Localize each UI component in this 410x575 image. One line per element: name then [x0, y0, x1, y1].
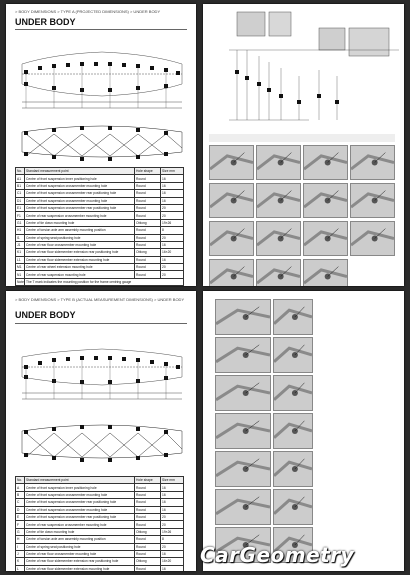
reference-photo: [350, 145, 395, 180]
table-cell: B: [16, 491, 25, 498]
reference-photo: [256, 183, 301, 218]
table-cell: B1: [16, 182, 25, 189]
table-row: [16, 264, 184, 271]
table-header-row: [16, 477, 184, 484]
reference-photo: [303, 259, 348, 286]
table-cell: 20: [161, 212, 184, 219]
reference-photo: [215, 489, 271, 525]
table-cell: Centre of torsion axle arm assembly mounting position: [25, 536, 135, 543]
manual-page-3: [6, 291, 196, 571]
table-cell: K1: [16, 249, 25, 256]
table-cell: I: [16, 543, 25, 550]
table-cell: 16: [161, 491, 184, 498]
table-cell: 20: [161, 513, 184, 520]
table-row: [16, 204, 184, 211]
table-cell: 16: [161, 499, 184, 506]
table-cell: Centre of front suspension inner positioning hole: [25, 484, 135, 491]
table-cell: 16: [161, 256, 184, 263]
table-cell: N1: [16, 271, 25, 278]
table-cell: Centre of tie down mounting hole: [25, 528, 135, 535]
reference-photo: [273, 451, 313, 487]
underbody-dimension-diagram: [14, 343, 190, 473]
table-row: [16, 256, 184, 263]
table-cell: Centre of rear floor sidemember extension rear positioning hole: [25, 249, 135, 256]
table-cell: I1: [16, 234, 25, 241]
table-cell: Round: [135, 536, 161, 543]
page-title: UNDER BODY: [15, 17, 76, 27]
table-cell: Centre of front suspension crossmember mounting hole: [25, 182, 135, 189]
table-cell: 8: [161, 227, 184, 234]
table-cell: Centre of rear suspension crossmember mounting hole: [25, 212, 135, 219]
table-row: [16, 175, 184, 182]
table-row: [16, 197, 184, 204]
manual-page-4: [203, 291, 404, 571]
table-cell: Round: [135, 491, 161, 498]
table-cell: Centre of front suspension crossmember rear positioning hole: [25, 204, 135, 211]
table-cell: H1: [16, 227, 25, 234]
reference-photo: [273, 337, 313, 373]
detail-diagram: [209, 10, 399, 130]
table-cell: 16: [161, 506, 184, 513]
table-cell: 20: [161, 204, 184, 211]
table-row: [16, 249, 184, 256]
reference-photo: [209, 259, 254, 286]
table-cell: A1: [16, 175, 25, 182]
table-cell: Centre of rear floor sidemember extension mounting hole: [25, 256, 135, 263]
table-cell: Round: [135, 190, 161, 197]
table-cell: Oblong: [135, 219, 161, 226]
table-row: [16, 227, 184, 234]
table-cell: 16×20: [161, 558, 184, 565]
table-cell: Centre of front suspension inner positioning hole: [25, 175, 135, 182]
col-header: Size mm: [161, 477, 184, 484]
table-cell: L: [16, 565, 25, 571]
table-cell: H: [16, 536, 25, 543]
reference-photo: [256, 259, 301, 286]
table-cell: E: [16, 513, 25, 520]
table-row: [16, 550, 184, 557]
table-cell: 19×26: [161, 219, 184, 226]
reference-photo: [209, 145, 254, 180]
table-row: [16, 212, 184, 219]
table-row: [16, 241, 184, 248]
reference-photo: [303, 221, 348, 256]
table-cell: 20: [161, 521, 184, 528]
table-cell: Round: [135, 550, 161, 557]
table-note-row: [16, 278, 184, 285]
reference-photo: [215, 375, 271, 411]
table-cell: Round: [135, 175, 161, 182]
table-cell: 16: [161, 565, 184, 571]
table-cell: Round: [135, 499, 161, 506]
table-cell: Centre of tie down mounting hole: [25, 219, 135, 226]
table-cell: K: [16, 558, 25, 565]
table-row: [16, 271, 184, 278]
reference-photo: [273, 299, 313, 335]
table-cell: Centre of rear suspension mounting hole: [25, 271, 135, 278]
table-cell: C1: [16, 190, 25, 197]
table-row: [16, 565, 184, 571]
measurement-table: [15, 167, 184, 286]
table-cell: D: [16, 506, 25, 513]
table-cell: 16×20: [161, 249, 184, 256]
table-cell: Round: [135, 521, 161, 528]
table-row: [16, 491, 184, 498]
breadcrumb: > BODY DIMENSIONS > TYPE A (PROJECTED DIMENSIONS) > UNDER BODY: [15, 9, 161, 14]
table-cell: 16: [161, 550, 184, 557]
table-cell: Round: [135, 484, 161, 491]
table-cell: E1: [16, 204, 25, 211]
table-cell: Round: [135, 227, 161, 234]
table-cell: Round: [135, 197, 161, 204]
table-cell: Centre of spring seat positioning hole: [25, 234, 135, 241]
reference-photo: [303, 183, 348, 218]
reference-photo: [256, 145, 301, 180]
table-row: [16, 190, 184, 197]
table-cell: Round: [135, 543, 161, 550]
reference-photo: [215, 451, 271, 487]
table-row: [16, 536, 184, 543]
table-row: [16, 182, 184, 189]
table-cell: Centre of front suspension crossmember rear positioning hole: [25, 190, 135, 197]
table-cell: Centre of rear floor sidemember extension rear positioning hole: [25, 558, 135, 565]
reference-photo: [256, 221, 301, 256]
col-header: Hole shape: [135, 477, 161, 484]
table-cell: 16: [161, 175, 184, 182]
table-cell: Oblong: [135, 558, 161, 565]
note-text: The T mark indicates the mounting position for the frame centring gauge: [25, 278, 184, 285]
table-cell: 20: [161, 264, 184, 271]
reference-photo: [215, 337, 271, 373]
table-cell: Round: [135, 565, 161, 571]
table-cell: Centre of torsion axle arm assembly mounting position: [25, 227, 135, 234]
table-cell: Round: [135, 234, 161, 241]
table-cell: Centre of front suspension crossmember mounting hole: [25, 491, 135, 498]
table-cell: 19×26: [161, 528, 184, 535]
reference-photo: [209, 221, 254, 256]
col-header: No.: [16, 477, 25, 484]
table-cell: Centre of front suspension crossmember mounting hole: [25, 506, 135, 513]
table-cell: Round: [135, 182, 161, 189]
title-divider: [15, 29, 187, 30]
underbody-dimension-diagram: [14, 44, 190, 164]
table-cell: Centre of front suspension crossmember mounting hole: [25, 197, 135, 204]
reference-photo: [273, 489, 313, 525]
table-row: [16, 506, 184, 513]
table-row: [16, 234, 184, 241]
col-header: No.: [16, 168, 25, 175]
table-cell: Centre of rear floor crossmember mounting hole: [25, 550, 135, 557]
manual-page-1: [6, 4, 196, 286]
reference-photo: [303, 145, 348, 180]
table-cell: D1: [16, 197, 25, 204]
table-body: [16, 484, 184, 571]
table-cell: Round: [135, 513, 161, 520]
table-cell: Round: [135, 256, 161, 263]
table-cell: Centre of front suspension crossmember rear positioning hole: [25, 499, 135, 506]
table-cell: J: [16, 550, 25, 557]
table-cell: F1: [16, 212, 25, 219]
manual-page-2: [203, 4, 404, 286]
table-cell: Round: [135, 506, 161, 513]
measurement-table: [15, 476, 184, 571]
table-cell: 20: [161, 271, 184, 278]
table-cell: 8: [161, 536, 184, 543]
table-cell: Round: [135, 264, 161, 271]
table-cell: Centre of front suspension crossmember rear positioning hole: [25, 513, 135, 520]
table-cell: F: [16, 521, 25, 528]
table-row: [16, 528, 184, 535]
table-cell: M1: [16, 264, 25, 271]
table-cell: Round: [135, 204, 161, 211]
table-row: [16, 521, 184, 528]
table-cell: Centre of rear suspension crossmember mounting hole: [25, 521, 135, 528]
note-label: Note: [17, 280, 24, 285]
table-cell: G1: [16, 219, 25, 226]
table-cell: Round: [135, 241, 161, 248]
table-cell: 16: [161, 484, 184, 491]
col-header: Size mm: [161, 168, 184, 175]
table-cell: 20: [161, 234, 184, 241]
col-header: Standard measurement point: [25, 168, 135, 175]
table-row: [16, 513, 184, 520]
table-row: [16, 499, 184, 506]
table-row: [16, 219, 184, 226]
table-cell: 16: [161, 182, 184, 189]
table-cell: C: [16, 499, 25, 506]
table-cell: J1: [16, 241, 25, 248]
reference-photo: [209, 183, 254, 218]
title-divider: [15, 323, 187, 324]
table-cell: Oblong: [135, 528, 161, 535]
note-strip: [209, 134, 395, 142]
table-cell: 16: [161, 197, 184, 204]
table-cell: Centre of rear floor sidemember extension mounting hole: [25, 565, 135, 571]
table-cell: G: [16, 528, 25, 535]
table-cell: L1: [16, 256, 25, 263]
page-title: UNDER BODY: [15, 310, 76, 320]
table-cell: 16: [161, 190, 184, 197]
breadcrumb: > BODY DIMENSIONS > TYPE B (ACTUAL MEASUREMENT DIMENSIONS) > UNDER BODY: [15, 297, 185, 302]
table-body: [16, 175, 184, 278]
table-cell: Round: [135, 212, 161, 219]
table-cell: A: [16, 484, 25, 491]
table-row: [16, 558, 184, 565]
table-header-row: [16, 168, 184, 175]
table-cell: 16: [161, 241, 184, 248]
table-cell: Centre of rear floor crossmember mounting hole: [25, 241, 135, 248]
reference-photo: [273, 375, 313, 411]
reference-photo: [350, 221, 395, 256]
table-row: [16, 484, 184, 491]
col-header: Hole shape: [135, 168, 161, 175]
reference-photo: [273, 413, 313, 449]
reference-photo: [350, 183, 395, 218]
table-cell: Round: [135, 271, 161, 278]
table-cell: Centre of spring seat positioning hole: [25, 543, 135, 550]
reference-photo: [215, 299, 271, 335]
table-cell: Oblong: [135, 249, 161, 256]
table-cell: Centre of rear wheel extension mounting hole: [25, 264, 135, 271]
table-cell: 20: [161, 543, 184, 550]
reference-photo: [215, 413, 271, 449]
table-row: [16, 543, 184, 550]
watermark-logo: CarGeometry: [200, 543, 355, 567]
col-header: Standard measurement point: [25, 477, 135, 484]
